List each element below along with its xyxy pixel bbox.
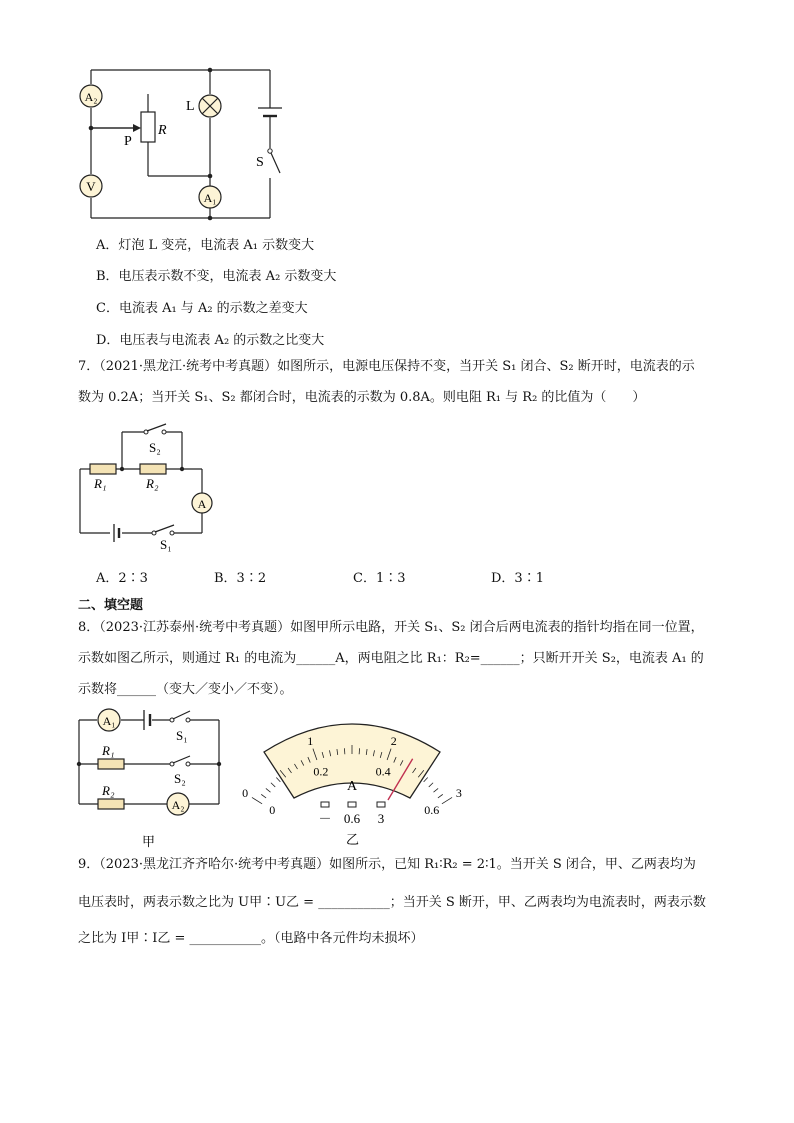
rheostat-arrowhead — [133, 124, 141, 132]
dial-tick — [276, 777, 280, 781]
rheostat-r — [141, 112, 155, 142]
fig7-label-s1: S₁ — [160, 537, 172, 552]
dial-terminal-0.6: 0.6 — [343, 811, 361, 826]
switch-s-contact — [268, 149, 272, 153]
dial-tick — [261, 794, 266, 798]
fig7-label-r1: R₁ — [94, 476, 107, 491]
dial-tick — [252, 797, 262, 803]
dial-terminal-3: 3 — [377, 811, 385, 826]
q8-text-line2: 示数如图乙所示，则通过 R₁ 的电流为______A，两电阻之比 R₁：R₂=______；只断开开关 S₂，电流表 A₁ 的 — [78, 651, 704, 666]
q7-option-d: D．3∶1 — [491, 571, 544, 586]
dial-tick — [429, 783, 433, 787]
fig6-label-r: R — [158, 123, 167, 138]
dial-unit-label: A — [346, 779, 358, 794]
dial-lower-tick-label: 0.6 — [424, 803, 440, 818]
fig8-caption-jia: 甲 — [142, 834, 156, 849]
fig7-label-a: A — [197, 497, 207, 511]
fig7-label-r2: R₂ — [146, 476, 159, 491]
dial-tick — [424, 777, 428, 781]
dial-lower-tick-label: 0.4 — [375, 764, 391, 779]
q9-text-line1: 9．（2023·黑龙江齐齐哈尔·统考中考真题）如图所示，已知 R₁∶R₂ = 2∶1。当开关 S 闭合，甲、乙两表均为 — [78, 857, 696, 872]
fig8-label-a2: A₂ — [171, 798, 185, 812]
q7-text-line1: 7．（2021·黑龙江·统考中考真题）如图所示，电源电压保持不变，当开关 S₁ 闭合、S₂ 断开时，电流表的示 — [78, 359, 695, 374]
q8-ammeter-dial-yi — [242, 710, 462, 860]
dial-tick — [442, 797, 452, 803]
dial-upper-tick-label: 0 — [242, 786, 249, 801]
fig8-label-r1: R₁ — [102, 743, 115, 758]
fig7-label-s2: S₂ — [149, 440, 161, 455]
resistor-r2 — [98, 799, 124, 809]
dial-upper-tick-label: 3 — [455, 786, 462, 801]
resistor-r2 — [140, 464, 166, 474]
q8-text-line1: 8．（2023·江苏泰州·统考中考真题）如图甲所示电路，开关 S₁、S₂ 闭合后两电流表的指针均指在同一位置， — [78, 620, 704, 635]
dial-tick — [434, 788, 439, 792]
q7-option-a: A．2∶3 — [96, 571, 148, 586]
q6-option-d: D．电压表与电流表 A₂ 的示数之比变大 — [96, 333, 325, 348]
resistor-r1 — [98, 759, 124, 769]
q7-option-b: B．3∶2 — [214, 571, 267, 586]
q6-option-c: C．电流表 A₁ 与 A₂ 的示数之差变大 — [96, 301, 308, 316]
q6-option-b: B．电压表示数不变，电流表 A₂ 示数变大 — [96, 269, 337, 284]
q7-option-c: C．1∶3 — [353, 571, 406, 586]
q9-text-line3: 之比为 I甲∶I乙 = ___________。（电路中各元件均未损坏） — [78, 931, 424, 946]
dial-terminal-minus: － — [318, 811, 332, 826]
fig6-label-v: V — [86, 179, 96, 194]
resistor-r1 — [90, 464, 116, 474]
fig6-label-p: P — [124, 134, 132, 149]
dial-tick — [271, 783, 275, 787]
q8-text-line3: 示数将______（变大／变小／不变）。 — [78, 682, 293, 697]
dial-lower-tick-label: 0 — [269, 803, 276, 818]
q7-text-line2: 数为 0.2A；当开关 S₁、S₂ 都闭合时，电流表的示数为 0.8A。则电阻 R₁ 与 R₂ 的比值为（ ） — [78, 390, 646, 405]
q6-circuit-figure — [70, 58, 300, 228]
dial-tick — [266, 788, 271, 792]
fig6-label-s: S — [256, 155, 264, 170]
fig8-caption-yi: 乙 — [346, 832, 360, 847]
dial-upper-tick-label: 2 — [390, 734, 397, 749]
dial-terminals — [321, 802, 385, 807]
dial-lower-tick-label: 0.2 — [313, 764, 329, 779]
section-fill-in-title: 二、填空题 — [78, 598, 144, 613]
fig8-label-s1: S₁ — [176, 728, 188, 743]
q8-circuit-jia — [74, 706, 234, 854]
fig8-label-a1: A₁ — [102, 714, 116, 728]
fig6-label-l: L — [186, 99, 195, 114]
q6-option-a: A．灯泡 L 变亮，电流表 A₁ 示数变大 — [96, 238, 315, 253]
fig6-label-a2: A₂ — [84, 90, 98, 104]
fig6-label-a1: A₁ — [203, 191, 217, 205]
q7-circuit-figure — [74, 422, 224, 552]
fig8-label-r2: R₂ — [102, 783, 115, 798]
fig8-label-s2: S₂ — [174, 771, 186, 786]
q9-text-line2: 电压表时，两表示数之比为 U甲∶U乙 = ___________；当开关 S 断开，甲、乙两表均为电流表时，两表示数 — [78, 895, 706, 910]
switch-s-blade — [271, 153, 280, 173]
dial-tick — [438, 794, 443, 798]
dial-upper-tick-label: 1 — [307, 734, 314, 749]
